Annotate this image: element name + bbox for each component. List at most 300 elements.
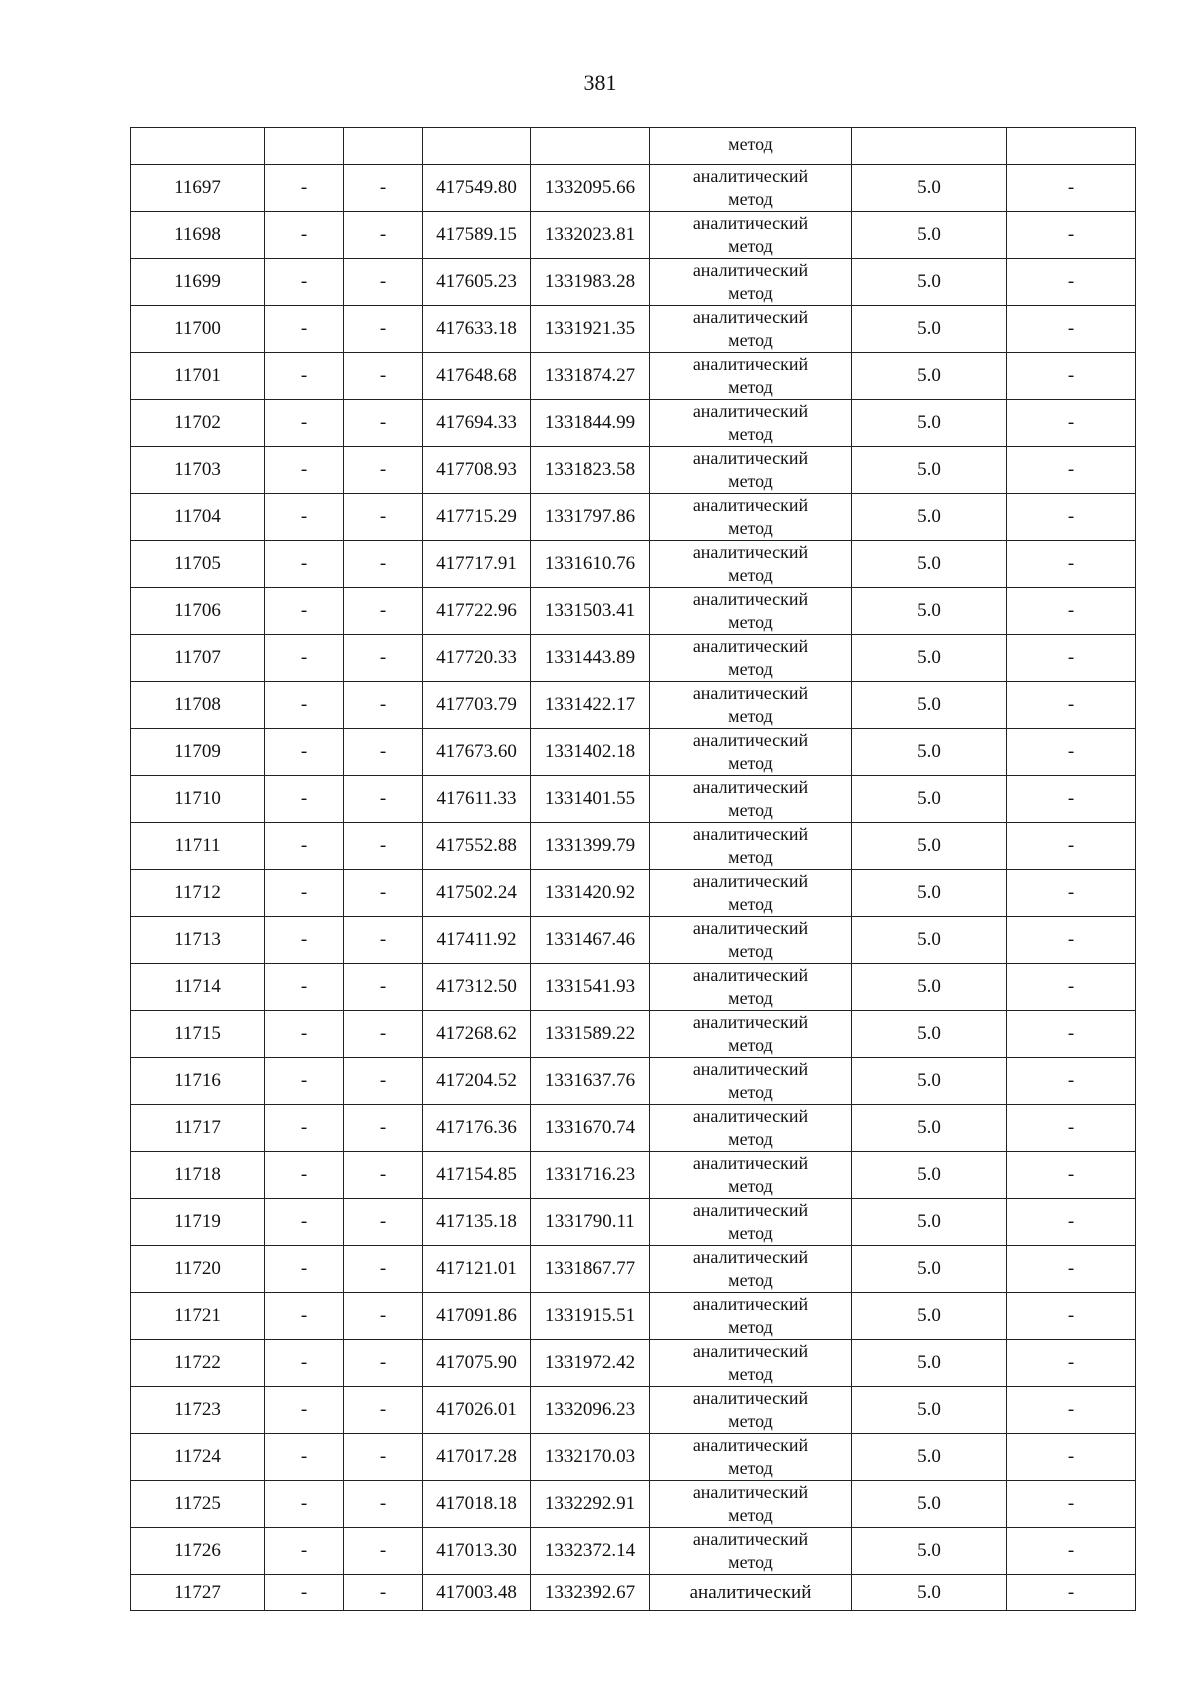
cell-c3: - <box>344 1527 423 1574</box>
table-row <box>131 258 1136 305</box>
cell-c3: - <box>344 728 423 775</box>
cell-c3: - <box>344 822 423 869</box>
cell-x: 417549.80 <box>423 164 531 211</box>
method-line-2: метод <box>728 1175 773 1196</box>
cell-y <box>531 128 650 165</box>
table-row <box>131 1339 1136 1386</box>
cell-method <box>650 1292 852 1339</box>
cell-id: 11710 <box>131 775 265 822</box>
cell-id <box>131 128 265 165</box>
table-row <box>131 1104 1136 1151</box>
cell-accuracy: 5.0 <box>852 728 1007 775</box>
coordinates-table <box>130 127 1136 1611</box>
cell-c3: - <box>344 869 423 916</box>
cell-id: 11723 <box>131 1386 265 1433</box>
method-line-1: аналитический <box>692 259 809 280</box>
cell-c8: - <box>1007 1245 1136 1292</box>
cell-accuracy: 5.0 <box>852 869 1007 916</box>
cell-c2: - <box>265 1198 344 1245</box>
cell-c3: - <box>344 1574 423 1611</box>
cell-y: 1331402.18 <box>531 728 650 775</box>
cell-x: 417722.96 <box>423 587 531 634</box>
cell-x: 417715.29 <box>423 493 531 540</box>
cell-accuracy: 5.0 <box>852 1198 1007 1245</box>
cell-c2: - <box>265 1480 344 1527</box>
page-number: 381 <box>583 70 617 95</box>
cell-id: 11700 <box>131 305 265 352</box>
cell-c2: - <box>265 446 344 493</box>
cell-id: 11717 <box>131 1104 265 1151</box>
cell-c2: - <box>265 728 344 775</box>
cell-accuracy: 5.0 <box>852 587 1007 634</box>
method-line-1: аналитический <box>692 1481 809 1502</box>
cell-method <box>650 869 852 916</box>
cell-method <box>650 681 852 728</box>
method-line-1: аналитический <box>692 1011 809 1032</box>
method-line-2: метод <box>728 1081 773 1102</box>
table-row <box>131 305 1136 352</box>
cell-c2: - <box>265 775 344 822</box>
method-line-2: метод <box>728 517 773 538</box>
table-row <box>131 164 1136 211</box>
cell-id: 11697 <box>131 164 265 211</box>
cell-y: 1331921.35 <box>531 305 650 352</box>
cell-method <box>650 1386 852 1433</box>
cell-c2: - <box>265 305 344 352</box>
cell-c3: - <box>344 1010 423 1057</box>
table-row <box>131 540 1136 587</box>
cell-c3: - <box>344 305 423 352</box>
cell-accuracy: 5.0 <box>852 211 1007 258</box>
table-row <box>131 1386 1136 1433</box>
cell-x: 417154.85 <box>423 1151 531 1198</box>
method-line-1: аналитический <box>692 1199 809 1220</box>
cell-c8: - <box>1007 587 1136 634</box>
table-row <box>131 681 1136 728</box>
cell-c3: - <box>344 493 423 540</box>
table-row <box>131 822 1136 869</box>
cell-x: 417694.33 <box>423 399 531 446</box>
table-row <box>131 869 1136 916</box>
cell-c8: - <box>1007 1433 1136 1480</box>
table-row <box>131 775 1136 822</box>
cell-y: 1332170.03 <box>531 1433 650 1480</box>
cell-accuracy: 5.0 <box>852 1057 1007 1104</box>
method-line-1: аналитический <box>692 1105 809 1126</box>
method-line-2: метод <box>728 1222 773 1243</box>
cell-method <box>650 728 852 775</box>
cell-c8: - <box>1007 211 1136 258</box>
cell-accuracy: 5.0 <box>852 963 1007 1010</box>
method-line-2: метод <box>728 1410 773 1431</box>
method-line-1: аналитический <box>692 1246 809 1267</box>
table-row <box>131 1433 1136 1480</box>
cell-c8: - <box>1007 1010 1136 1057</box>
method-line-2: метод <box>728 1316 773 1337</box>
method-line-2: метод <box>728 1551 773 1572</box>
cell-method: аналитический <box>650 1574 852 1611</box>
table-body <box>131 128 1136 1611</box>
method-line-2: метод <box>728 940 773 961</box>
cell-y: 1331401.55 <box>531 775 650 822</box>
cell-id: 11709 <box>131 728 265 775</box>
cell-y: 1332372.14 <box>531 1527 650 1574</box>
table-row <box>131 1010 1136 1057</box>
cell-id: 11718 <box>131 1151 265 1198</box>
method-line-2: метод <box>728 611 773 632</box>
method-line-1: аналитический <box>692 165 809 186</box>
cell-method <box>650 1527 852 1574</box>
table-row <box>131 1057 1136 1104</box>
cell-x: 417648.68 <box>423 352 531 399</box>
method-line-1: аналитический <box>692 588 809 609</box>
cell-y: 1331670.74 <box>531 1104 650 1151</box>
cell-accuracy: 5.0 <box>852 1010 1007 1057</box>
cell-x: 417502.24 <box>423 869 531 916</box>
continuation-row <box>131 128 1136 165</box>
cell-method <box>650 540 852 587</box>
cell-x: 417135.18 <box>423 1198 531 1245</box>
cell-accuracy: 5.0 <box>852 352 1007 399</box>
cell-id: 11702 <box>131 399 265 446</box>
cell-method <box>650 305 852 352</box>
cell-id: 11712 <box>131 869 265 916</box>
cell-id: 11705 <box>131 540 265 587</box>
cell-method <box>650 493 852 540</box>
cell-x: 417708.93 <box>423 446 531 493</box>
cell-id: 11720 <box>131 1245 265 1292</box>
cell-method <box>650 1057 852 1104</box>
cell-x: 417605.23 <box>423 258 531 305</box>
cell-c2: - <box>265 963 344 1010</box>
cell-y: 1332023.81 <box>531 211 650 258</box>
cell-x: 417204.52 <box>423 1057 531 1104</box>
method-line-2: метод <box>728 658 773 679</box>
cell-c8: - <box>1007 164 1136 211</box>
cell-id: 11703 <box>131 446 265 493</box>
cell-id: 11716 <box>131 1057 265 1104</box>
cell-y: 1331983.28 <box>531 258 650 305</box>
cell-c8: - <box>1007 1527 1136 1574</box>
table-row <box>131 399 1136 446</box>
cell-c2: - <box>265 1057 344 1104</box>
cell-c2: - <box>265 869 344 916</box>
cell-y: 1331797.86 <box>531 493 650 540</box>
table-row <box>131 352 1136 399</box>
cell-y: 1332292.91 <box>531 1480 650 1527</box>
cell-id: 11722 <box>131 1339 265 1386</box>
cell-method <box>650 1151 852 1198</box>
cell-id: 11714 <box>131 963 265 1010</box>
cell-c3 <box>344 128 423 165</box>
method-line-1: аналитический <box>692 447 809 468</box>
cell-c3: - <box>344 587 423 634</box>
cell-accuracy: 5.0 <box>852 1104 1007 1151</box>
cell-c3: - <box>344 258 423 305</box>
cell-c2: - <box>265 493 344 540</box>
method-line-2: метод <box>728 1034 773 1055</box>
cell-c3: - <box>344 399 423 446</box>
method-line-2: метод <box>728 893 773 914</box>
cell-c8: - <box>1007 493 1136 540</box>
cell-c3: - <box>344 1480 423 1527</box>
cell-method <box>650 587 852 634</box>
cell-c8: - <box>1007 1104 1136 1151</box>
cell-y: 1331467.46 <box>531 916 650 963</box>
method-line-1: аналитический <box>692 306 809 327</box>
method-line-1: аналитический <box>692 1434 809 1455</box>
method-line-1: аналитический <box>692 353 809 374</box>
cell-id: 11708 <box>131 681 265 728</box>
cell-x: 417611.33 <box>423 775 531 822</box>
cell-x: 417589.15 <box>423 211 531 258</box>
cell-c2: - <box>265 1339 344 1386</box>
cell-c2: - <box>265 352 344 399</box>
cell-c3: - <box>344 211 423 258</box>
cell-c8: - <box>1007 681 1136 728</box>
cell-y: 1331790.11 <box>531 1198 650 1245</box>
cell-x: 417003.48 <box>423 1574 531 1611</box>
cell-accuracy: 5.0 <box>852 1151 1007 1198</box>
cell-x: 417018.18 <box>423 1480 531 1527</box>
cell-method <box>650 1433 852 1480</box>
cell-method <box>650 164 852 211</box>
cell-x: 417121.01 <box>423 1245 531 1292</box>
cell-y: 1331637.76 <box>531 1057 650 1104</box>
cell-method <box>650 352 852 399</box>
cell-c3: - <box>344 1433 423 1480</box>
cell-accuracy: 5.0 <box>852 305 1007 352</box>
cell-c2: - <box>265 399 344 446</box>
cell-c8: - <box>1007 728 1136 775</box>
cell-accuracy: 5.0 <box>852 258 1007 305</box>
cell-c3: - <box>344 1386 423 1433</box>
cell-accuracy: 5.0 <box>852 1292 1007 1339</box>
method-line-1: аналитический <box>692 1058 809 1079</box>
cell-c2: - <box>265 540 344 587</box>
cell-c8: - <box>1007 775 1136 822</box>
cell-y: 1331443.89 <box>531 634 650 681</box>
table-row <box>131 1151 1136 1198</box>
method-line-1: аналитический <box>692 682 809 703</box>
cell-y: 1331422.17 <box>531 681 650 728</box>
cell-accuracy: 5.0 <box>852 1527 1007 1574</box>
method-line-2: метод <box>728 470 773 491</box>
cell-x: 417673.60 <box>423 728 531 775</box>
cell-c3: - <box>344 634 423 681</box>
cell-c8: - <box>1007 822 1136 869</box>
method-line-1: аналитический <box>692 1293 809 1314</box>
method-line-1: аналитический <box>692 635 809 656</box>
cell-c3: - <box>344 540 423 587</box>
cell-method <box>650 1480 852 1527</box>
cell-method <box>650 1104 852 1151</box>
method-line-1: аналитический <box>692 1528 809 1549</box>
cell-accuracy: 5.0 <box>852 681 1007 728</box>
cell-x: 417017.28 <box>423 1433 531 1480</box>
cell-x: 417091.86 <box>423 1292 531 1339</box>
cell-accuracy: 5.0 <box>852 1386 1007 1433</box>
method-line-1: аналитический <box>692 541 809 562</box>
cell-c8: - <box>1007 1339 1136 1386</box>
cell-c8: - <box>1007 1292 1136 1339</box>
cell-x: 417176.36 <box>423 1104 531 1151</box>
cell-accuracy: 5.0 <box>852 1339 1007 1386</box>
cell-id: 11706 <box>131 587 265 634</box>
cell-method <box>650 211 852 258</box>
method-line-1: аналитический <box>692 1387 809 1408</box>
cell-id: 11701 <box>131 352 265 399</box>
cell-y: 1331972.42 <box>531 1339 650 1386</box>
cell-id: 11726 <box>131 1527 265 1574</box>
method-text: метод <box>728 133 773 154</box>
cell-c3: - <box>344 1057 423 1104</box>
method-line-1: аналитический <box>692 212 809 233</box>
method-line-2: метод <box>728 282 773 303</box>
cell-accuracy: 5.0 <box>852 540 1007 587</box>
cell-method <box>650 1339 852 1386</box>
cell-c8: - <box>1007 1057 1136 1104</box>
cell-c8: - <box>1007 540 1136 587</box>
cell-id: 11727 <box>131 1574 265 1611</box>
cell-method <box>650 634 852 681</box>
cell-method <box>650 399 852 446</box>
table-row <box>131 916 1136 963</box>
cell-id: 11715 <box>131 1010 265 1057</box>
cell-c2: - <box>265 1245 344 1292</box>
method-line-2: метод <box>728 1269 773 1290</box>
method-line-2: метод <box>728 1363 773 1384</box>
cell-c2: - <box>265 1010 344 1057</box>
cell-x: 417703.79 <box>423 681 531 728</box>
table-row <box>131 211 1136 258</box>
cell-c3: - <box>344 681 423 728</box>
cell-accuracy: 5.0 <box>852 775 1007 822</box>
cell-c2: - <box>265 1104 344 1151</box>
cell-accuracy: 5.0 <box>852 399 1007 446</box>
cell-accuracy: 5.0 <box>852 1245 1007 1292</box>
method-line-1: аналитический <box>692 776 809 797</box>
method-line-1: аналитический <box>692 823 809 844</box>
cell-id: 11707 <box>131 634 265 681</box>
cell-c3: - <box>344 916 423 963</box>
table-row <box>131 1245 1136 1292</box>
cell-c8: - <box>1007 963 1136 1010</box>
table-row <box>131 1574 1136 1611</box>
method-line-2: метод <box>728 188 773 209</box>
method-line-1: аналитический <box>692 1152 809 1173</box>
cell-c3: - <box>344 775 423 822</box>
cell-accuracy: 5.0 <box>852 493 1007 540</box>
cell-x: 417026.01 <box>423 1386 531 1433</box>
table-row <box>131 728 1136 775</box>
cell-c2: - <box>265 1527 344 1574</box>
cell-c3: - <box>344 1339 423 1386</box>
method-line-2: метод <box>728 423 773 444</box>
cell-c2: - <box>265 822 344 869</box>
cell-c2: - <box>265 1151 344 1198</box>
cell-c8: - <box>1007 634 1136 681</box>
cell-method <box>650 128 852 165</box>
cell-accuracy: 5.0 <box>852 1574 1007 1611</box>
table-row <box>131 446 1136 493</box>
cell-method <box>650 1010 852 1057</box>
cell-method <box>650 1245 852 1292</box>
cell-x: 417411.92 <box>423 916 531 963</box>
cell-c3: - <box>344 164 423 211</box>
cell-c2: - <box>265 681 344 728</box>
cell-id: 11698 <box>131 211 265 258</box>
table-row <box>131 1292 1136 1339</box>
cell-method <box>650 1198 852 1245</box>
cell-y: 1331589.22 <box>531 1010 650 1057</box>
table-row <box>131 587 1136 634</box>
method-line-1: аналитический <box>692 870 809 891</box>
cell-c2: - <box>265 1292 344 1339</box>
cell-id: 11713 <box>131 916 265 963</box>
cell-x: 417633.18 <box>423 305 531 352</box>
cell-accuracy: 5.0 <box>852 634 1007 681</box>
cell-accuracy: 5.0 <box>852 446 1007 493</box>
cell-id: 11711 <box>131 822 265 869</box>
cell-c3: - <box>344 446 423 493</box>
table-row <box>131 963 1136 1010</box>
cell-c8: - <box>1007 916 1136 963</box>
cell-c8: - <box>1007 446 1136 493</box>
cell-method <box>650 963 852 1010</box>
method-line-2: метод <box>728 1457 773 1478</box>
table-row <box>131 1480 1136 1527</box>
method-line-2: метод <box>728 705 773 726</box>
cell-c2: - <box>265 1433 344 1480</box>
cell-method <box>650 916 852 963</box>
method-line-2: метод <box>728 329 773 350</box>
table-row <box>131 1198 1136 1245</box>
cell-y: 1331844.99 <box>531 399 650 446</box>
cell-c8: - <box>1007 258 1136 305</box>
cell-id: 11725 <box>131 1480 265 1527</box>
cell-y: 1331420.92 <box>531 869 650 916</box>
cell-c2: - <box>265 1386 344 1433</box>
cell-c8: - <box>1007 305 1136 352</box>
cell-c2: - <box>265 211 344 258</box>
cell-c3: - <box>344 1198 423 1245</box>
method-line-2: метод <box>728 846 773 867</box>
cell-c8: - <box>1007 399 1136 446</box>
method-line-2: метод <box>728 752 773 773</box>
cell-c3: - <box>344 352 423 399</box>
cell-x: 417552.88 <box>423 822 531 869</box>
cell-accuracy: 5.0 <box>852 1480 1007 1527</box>
cell-x: 417312.50 <box>423 963 531 1010</box>
cell-y: 1331716.23 <box>531 1151 650 1198</box>
cell-id: 11699 <box>131 258 265 305</box>
method-line-1: аналитический <box>692 964 809 985</box>
cell-id: 11724 <box>131 1433 265 1480</box>
cell-c2: - <box>265 587 344 634</box>
cell-c3: - <box>344 1245 423 1292</box>
cell-x: 417013.30 <box>423 1527 531 1574</box>
table-row <box>131 1527 1136 1574</box>
cell-id: 11704 <box>131 493 265 540</box>
cell-c8 <box>1007 128 1136 165</box>
method-line-1: аналитический <box>692 400 809 421</box>
cell-method <box>650 446 852 493</box>
cell-c3: - <box>344 1292 423 1339</box>
table-row <box>131 493 1136 540</box>
cell-accuracy: 5.0 <box>852 1433 1007 1480</box>
method-line-1: аналитический <box>692 1340 809 1361</box>
